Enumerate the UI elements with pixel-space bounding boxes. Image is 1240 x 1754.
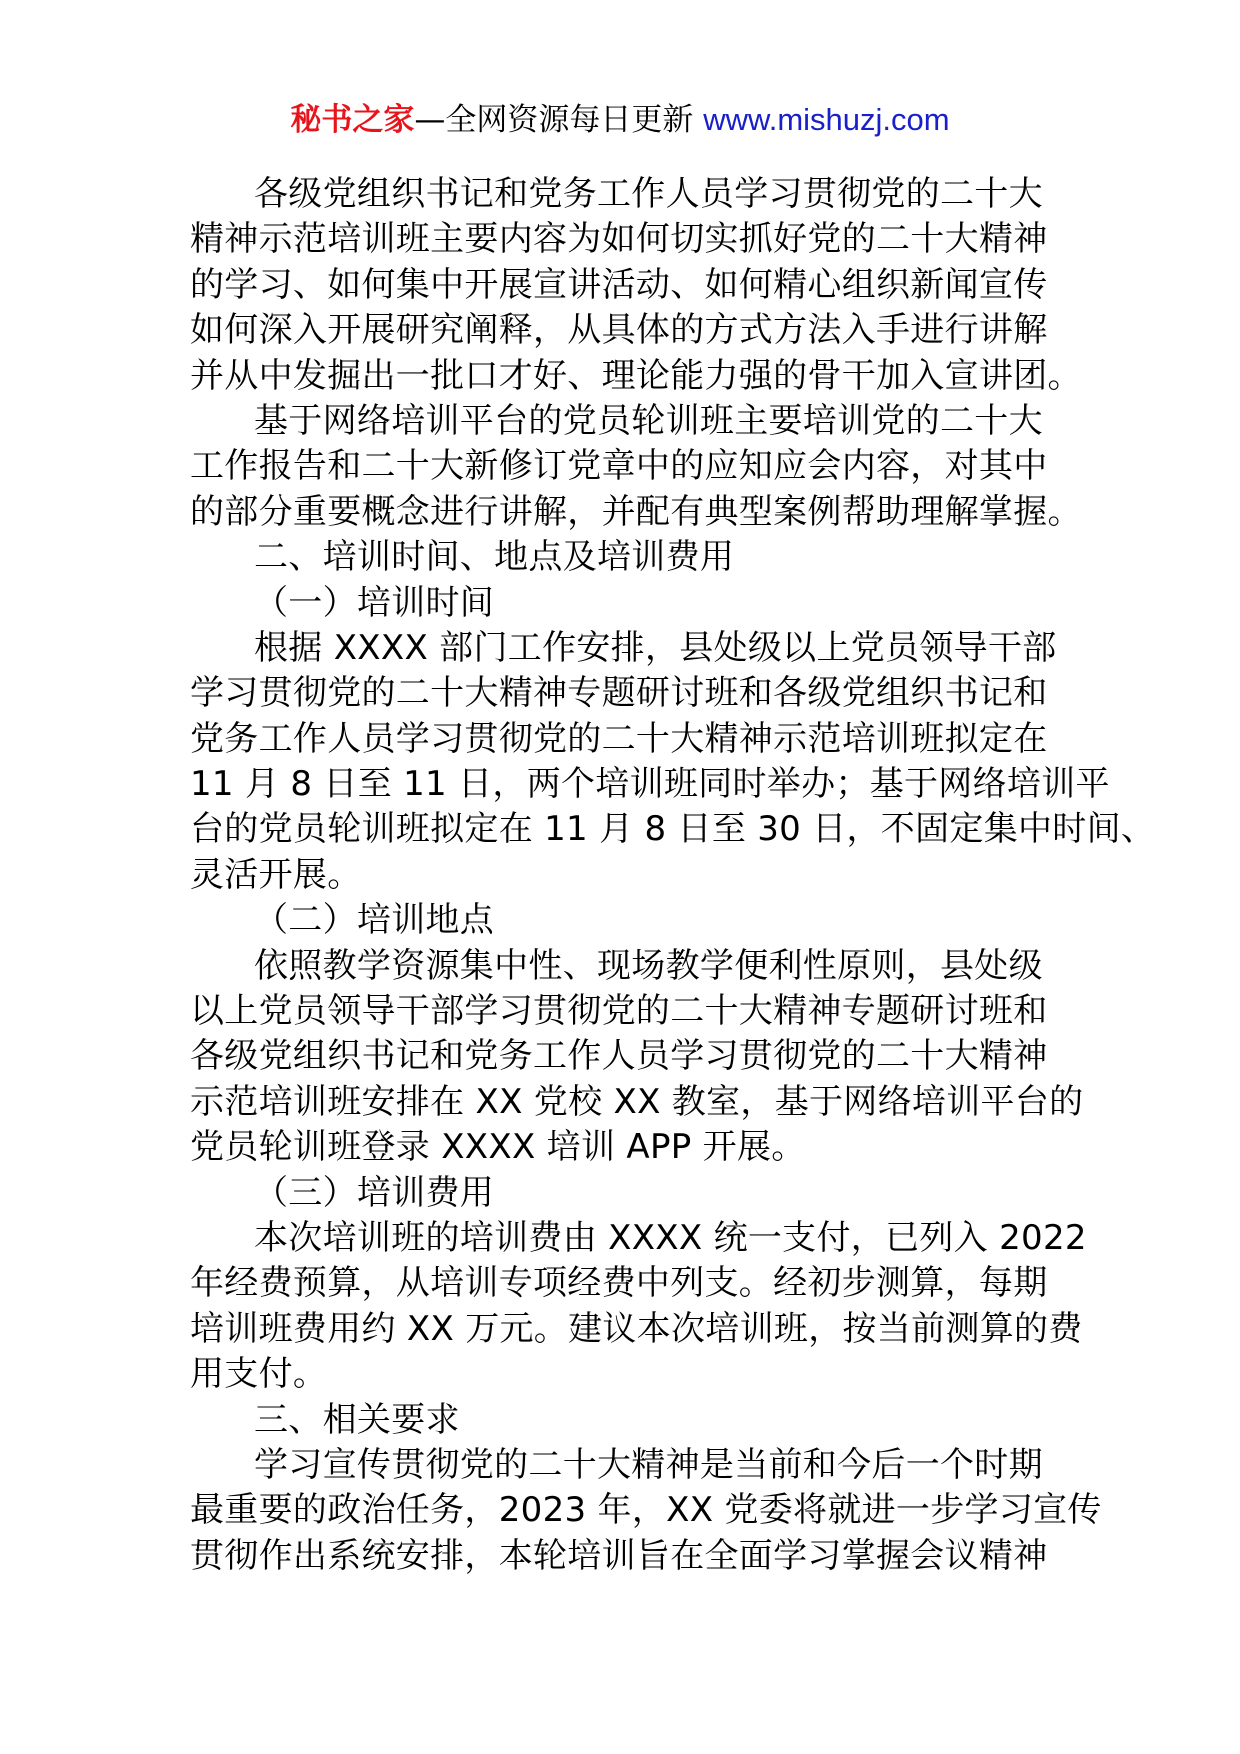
text-line: 的学习、如何集中开展宣讲活动、如何精心组织新闻宣传 [190,264,1048,305]
text-line: 并从中发掘出一批口才好、理论能力强的骨干加入宣讲团。 [190,355,1082,396]
text-line: 的部分重要概念进行讲解，并配有典型案例帮助理解掌握。 [190,491,1082,532]
subsection-heading: （二）培训地点 [254,900,495,941]
text-line: 根据 XXXX 部门工作安排，县处级以上党员领导干部 [254,627,1057,668]
site-url-link[interactable]: www.mishuzj.com [703,102,950,137]
text-line: 年经费预算，从培训专项经费中列支。经初步测算，每期 [190,1263,1048,1304]
text-line: 如何深入开展研究阐释，从具体的方式方法入手进行讲解 [190,310,1048,351]
text-line: 11 月 8 日至 11 日，两个培训班同时举办；基于网络培训平 [190,764,1110,805]
header-tagline: —全网资源每日更新 [414,102,704,138]
document-body [190,172,1156,1579]
text-line: 用支付。 [190,1354,328,1395]
text-line: 工作报告和二十大新修订党章中的应知应会内容，对其中 [190,446,1048,487]
text-line: 本次培训班的培训费由 XXXX 统一支付，已列入 2022 [254,1217,1087,1258]
text-line: 各级党组织书记和党务工作人员学习贯彻党的二十大精神 [190,1036,1048,1077]
text-line: 最重要的政治任务，2023 年，XX 党委将就进一步学习宣传 [190,1490,1102,1531]
text-line: 精神示范培训班主要内容为如何切实抓好党的二十大精神 [190,219,1048,260]
text-line: 贯彻作出系统安排，本轮培训旨在全面学习掌握会议精神 [190,1535,1048,1576]
subsection-heading: （一）培训时间 [254,582,495,623]
section-heading: 二、培训时间、地点及培训费用 [254,537,735,578]
site-header [0,100,1240,140]
text-line: 以上党员领导干部学习贯彻党的二十大精神专题研讨班和 [190,991,1048,1032]
text-line: 学习贯彻党的二十大精神专题研讨班和各级党组织书记和 [190,673,1048,714]
text-line: 台的党员轮训班拟定在 11 月 8 日至 30 日，不固定集中时间、 [190,809,1156,850]
text-line: 灵活开展。 [190,854,362,895]
text-line: 各级党组织书记和党务工作人员学习贯彻党的二十大 [254,174,1043,214]
text-line: 基于网络培训平台的党员轮训班主要培训党的二十大 [254,400,1043,441]
text-line: 示范培训班安排在 XX 党校 XX 教室，基于网络培训平台的 [190,1081,1084,1122]
text-line: 依照教学资源集中性、现场教学便利性原则，县处级 [254,945,1043,986]
brand-name: 秘书之家 [290,102,415,138]
text-line: 培训班费用约 XX 万元。建议本次培训班，按当前测算的费 [190,1308,1083,1349]
text-line: 学习宣传贯彻党的二十大精神是当前和今后一个时期 [254,1444,1043,1485]
text-line: 党员轮训班登录 XXXX 培训 APP 开展。 [190,1127,806,1168]
section-heading: 三、相关要求 [254,1399,460,1440]
subsection-heading: （三）培训费用 [254,1172,495,1213]
text-line: 党务工作人员学习贯彻党的二十大精神示范培训班拟定在 [190,718,1048,759]
